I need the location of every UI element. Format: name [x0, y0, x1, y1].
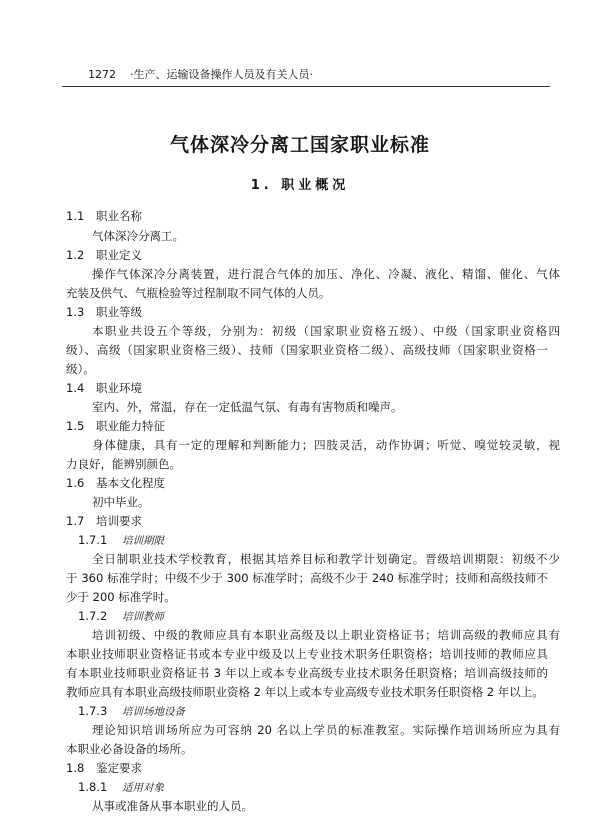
section-1-5-line-2: 力良好，能辨别颜色。: [66, 457, 181, 471]
section-1-5-line-1: 身体健康，具有一定的理解和判断能力；四肢灵活，动作协调；听觉、嗅觉较灵敏，视: [92, 438, 560, 452]
running-title: ·生产、运输设备操作人员及有关人员·: [130, 68, 313, 81]
section-1-7-3-line-2: 本职业必备设备的场所。: [66, 742, 193, 756]
section-heading: 1. 职业概况: [250, 178, 350, 193]
section-1-1-heading: 1.1 职业名称: [66, 209, 142, 223]
section-1-3-line-1: 本职业共设五个等级，分别为：初级（国家职业资格五级）、中级（国家职业资格四: [92, 324, 560, 338]
section-1-7-1-line-3: 少于 200 标准学时。: [66, 590, 176, 604]
section-1-3-line-2: 级）、高级（国家职业资格三级）、技师（国家职业资格二级）、高级技师（国家职业资格一: [66, 343, 548, 357]
section-1-2-heading: 1.2 职业定义: [66, 248, 142, 262]
section-1-7-heading: 1.7 培训要求: [66, 514, 142, 528]
section-1-1-text: 气体深冷分离工。: [92, 229, 184, 243]
section-1-8-heading: 1.8 鉴定要求: [66, 761, 142, 775]
section-1-8-1-heading: 1.8.1 适用对象: [78, 780, 164, 794]
section-1-3-line-3: 级）。: [66, 362, 95, 376]
section-1-7-3-line-1: 理论知识培训场所应为可容纳 20 名以上学员的标准教室。实际操作培训场所应为具有: [92, 723, 560, 737]
page-number: 1272: [88, 68, 116, 81]
section-1-7-2-heading: 1.7.2 培训教师: [78, 609, 164, 623]
section-1-7-3-heading: 1.7.3 培训场地设备: [78, 704, 185, 718]
section-1-7-2-line-2: 本职业技师职业资格证书或本专业中级及以上专业技术职务任职资格；培训技师的教师应具: [66, 647, 548, 661]
section-1-7-2-line-4: 教师应具有本职业高级技师职业资格 2 年以上或本专业高级专业技术职务任职资格 2 年以上。: [66, 685, 544, 699]
section-1-5-heading: 1.5 职业能力特征: [66, 419, 165, 433]
section-1-2-line-1: 操作气体深冷分离装置，进行混合气体的加压、净化、冷凝、液化、精馏、催化、气体: [92, 267, 560, 281]
section-1-6-heading: 1.6 基本文化程度: [66, 476, 165, 490]
section-1-6-text: 初中毕业。: [92, 495, 150, 509]
section-1-7-1-heading: 1.7.1 培训期限: [78, 533, 164, 547]
section-1-7-1-line-1: 全日制职业技术学校教育，根据其培养目标和教学计划确定。晋级培训期限：初级不少: [92, 552, 560, 566]
section-1-3-heading: 1.3 职业等级: [66, 305, 142, 319]
header-rule: [62, 86, 550, 87]
section-1-4-text: 室内、外，常温，存在一定低温气氛、有毒有害物质和噪声。: [92, 400, 403, 414]
section-1-2-line-2: 充装及供气、气瓶检验等过程制取不同气体的人员。: [66, 286, 331, 300]
page-header: [88, 66, 313, 82]
page-title: 气体深冷分离工国家职业标准: [169, 134, 430, 156]
section-1-8-1-text: 从事或准备从事本职业的人员。: [92, 799, 253, 813]
section-1-7-2-line-1: 培训初级、中级的教师应具有本职业高级及以上职业资格证书；培训高级的教师应具有: [92, 628, 560, 642]
section-1-4-heading: 1.4 职业环境: [66, 381, 142, 395]
section-1-7-1-line-2: 于 360 标准学时；中级不少于 300 标准学时；高级不少于 240 标准学时；技师和高级技师不: [66, 571, 548, 585]
section-1-7-2-line-3: 有本职业技师职业资格证书 3 年以上或本专业高级专业技术职务任职资格；培训高级技师的: [66, 666, 548, 680]
